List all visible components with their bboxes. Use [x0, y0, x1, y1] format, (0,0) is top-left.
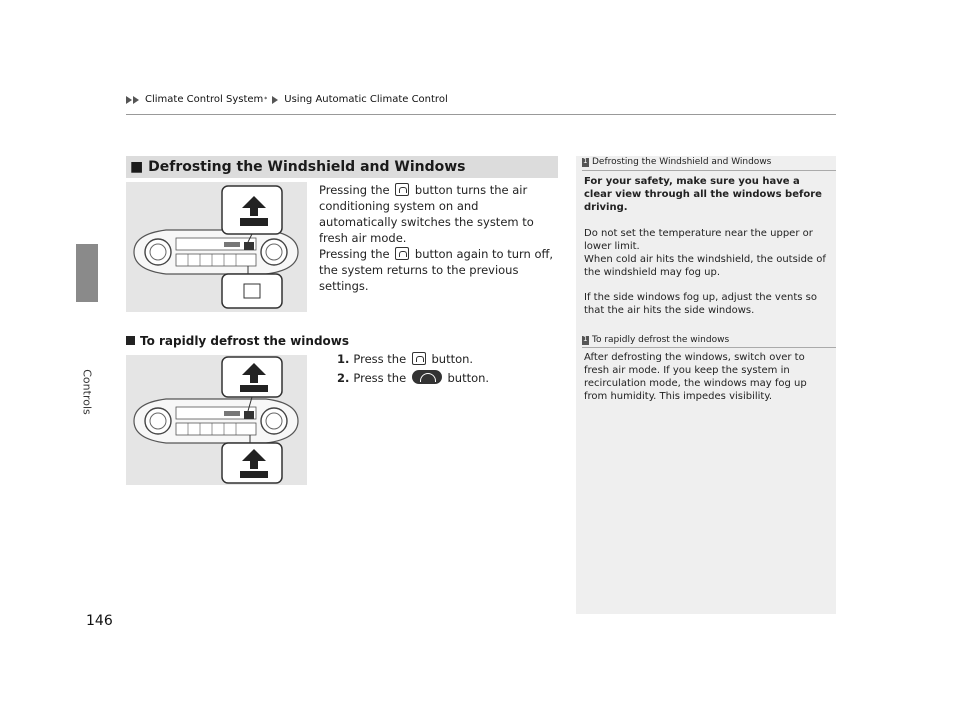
breadcrumb	[126, 94, 448, 105]
breadcrumb-asterisk: *	[264, 96, 268, 103]
subsection-heading: To rapidly defrost the windows	[126, 334, 349, 348]
front-defrost-icon	[395, 247, 409, 260]
subsection-marker	[126, 336, 135, 345]
front-defrost-icon	[395, 183, 409, 196]
section-paragraph-1: Pressing the button turns the air conditioning system on and automatically switches the system to fresh air mode.	[319, 183, 534, 245]
note-divider	[582, 170, 836, 171]
rapid-defrost-steps	[337, 350, 489, 388]
note-divider	[582, 347, 836, 348]
step-item: 1. Press the button.	[337, 352, 474, 366]
note-warning: For your safety, make sure you have a clear view through all the windows before driving.	[584, 176, 822, 213]
defrost-panel-illustration	[126, 182, 307, 312]
recirculation-icon	[412, 370, 442, 384]
section-heading-marker: ■	[130, 159, 144, 175]
note-marker-icon	[582, 158, 589, 167]
chapter-tab	[76, 244, 98, 302]
note-paragraph: When cold air hits the windshield, the outside of the windshield may fog up.	[584, 254, 826, 278]
note-title-defrost: 1 Defrosting the Windshield and Windows	[582, 157, 771, 167]
front-defrost-icon	[412, 352, 426, 365]
chapter-label	[76, 362, 98, 422]
section-heading	[126, 156, 558, 178]
note-marker-icon	[582, 336, 589, 345]
note-body-defrost	[584, 175, 828, 329]
section-heading-text: Defrosting the Windshield and Windows	[148, 159, 466, 175]
breadcrumb-arrow-icon	[272, 96, 278, 104]
breadcrumb-part2: Using Automatic Climate Control	[284, 94, 448, 105]
header-divider	[126, 114, 836, 115]
breadcrumb-part1: Climate Control System	[145, 94, 264, 105]
note-paragraph: If the side windows fog up, adjust the vents so that the air hits the side windows.	[584, 292, 817, 316]
page-number: 146	[86, 613, 113, 629]
note-paragraph: After defrosting the windows, switch over to fresh air mode. If you keep the system in recirculation mode, the windows may fog up from humidity. This impedes visibility.	[584, 352, 807, 402]
note-body-rapid	[584, 351, 828, 415]
note-title-rapid: 1 To rapidly defrost the windows	[582, 335, 729, 345]
chapter-label-text: Controls	[80, 369, 94, 415]
breadcrumb-arrow-icon	[133, 96, 139, 104]
breadcrumb-arrow-icon	[126, 96, 132, 104]
rapid-defrost-panel-illustration	[126, 355, 307, 485]
note-paragraph: Do not set the temperature near the upper or lower limit.	[584, 228, 813, 252]
step-item: 2. Press the button.	[337, 371, 490, 385]
section-paragraph-2: Pressing the button again to turn off, the system returns to the previous settings.	[319, 247, 554, 293]
